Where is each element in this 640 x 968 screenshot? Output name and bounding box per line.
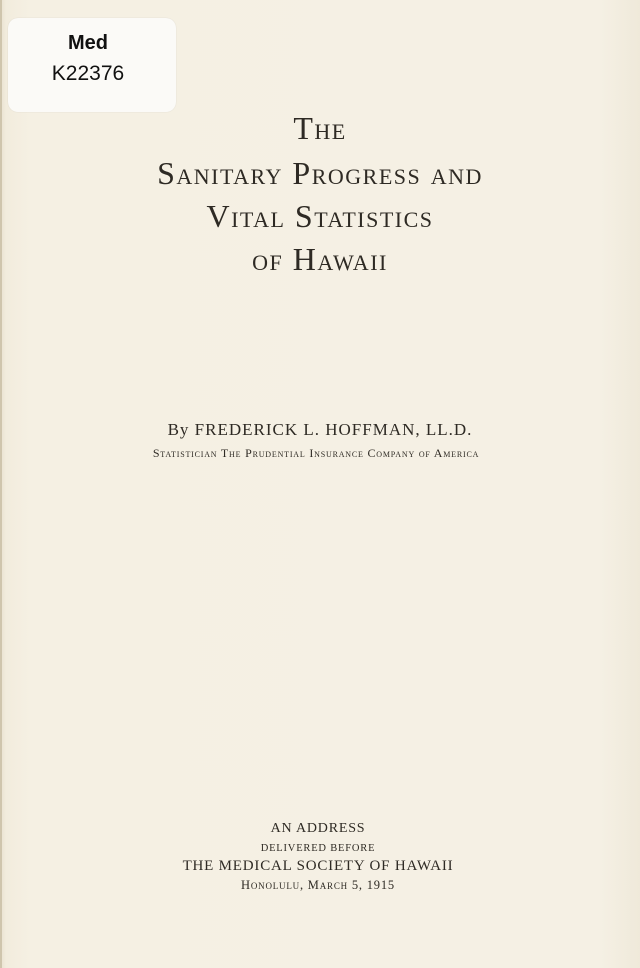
delivered-before-line: DELIVERED BEFORE [260,843,376,854]
title-line-2: Sanitary Progress and [157,155,483,191]
title-line-1: The [293,110,347,146]
place-date-line: Honolulu, March 5, 1915 [241,878,395,892]
title-line-4: of Hawaii [252,241,388,277]
title-line-3: Vital Statistics [206,198,434,234]
call-number-line-1: Med [68,32,108,54]
call-number-line-2: K22376 [51,62,125,85]
society-line: THE MEDICAL SOCIETY OF HAWAII [182,858,454,874]
address-line: AN ADDRESS [270,821,366,836]
author-byline: By FREDERICK L. HOFFMAN, LL.D. [167,420,473,439]
library-call-number-label [8,18,176,112]
author-affiliation: Statistician The Prudential Insurance Company of America [152,446,480,460]
